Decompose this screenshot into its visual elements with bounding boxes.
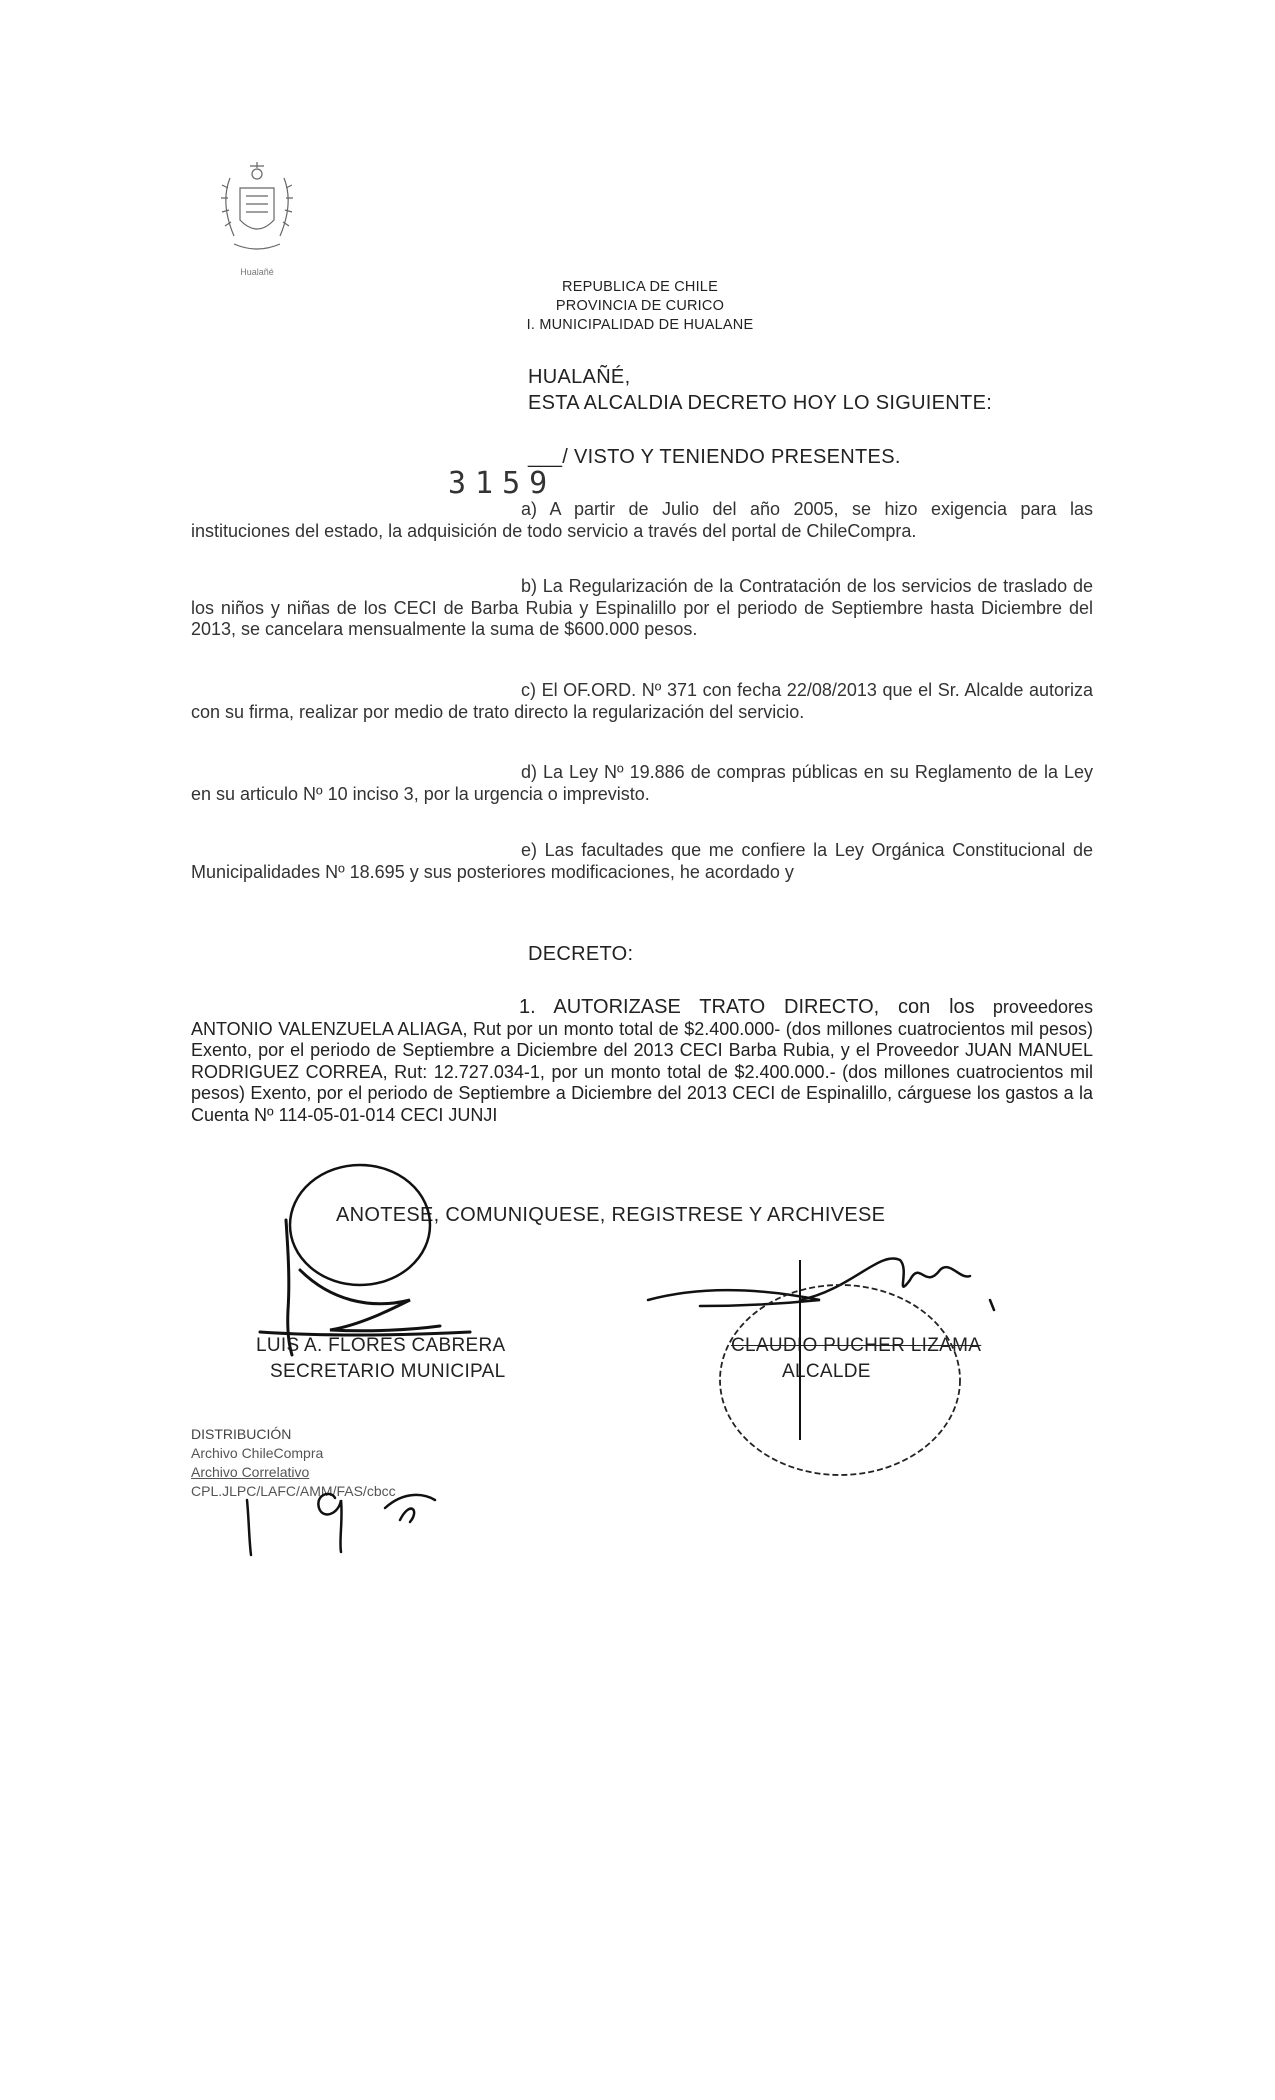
place: HUALAÑÉ, — [528, 366, 631, 388]
municipal-crest — [212, 158, 302, 278]
distribution-heading: DISTRIBUCIÓN — [191, 1426, 292, 1442]
considerando-d: d) La Ley Nº 19.886 de compras públicas en su Reglamento de la Ley en su articulo Nº 10 inciso 3, por la urgencia o imprevisto. — [191, 762, 1093, 804]
resolution-1: 1. AUTORIZASE TRATO DIRECTO, con los proveedores ANTONIO VALENZUELA ALIAGA, Rut por un monto total de $2.400.000- (dos millones cuatrocientos mil pesos) Exento, por el periodo de Septiembre a Diciembre del 2013 CECI Barba Rubia, y el Proveedor JUAN MANUEL RODRIGUEZ CORREA, Rut: 12.727.034-1, por un monto total de $2.400.000.- (dos millones cuatrocientos mil pesos) Exento, por el periodo de Septiembre a Diciembre del 2013 CECI de Espinalillo, cárguese los gastos a la Cuenta Nº 114-05-01-014 CECI JUNJI — [191, 996, 1093, 1125]
considerando-b: b) La Regularización de la Contratación de los servicios de traslado de los niños y niñas de los CECI de Barba Rubia y Espinalillo por el periodo de Septiembre hasta Diciembre del 2013, se cancelara mensualmente la suma de $600.000 pesos. — [191, 576, 1093, 639]
decreto-heading: DECRETO: — [528, 943, 634, 965]
considerando-a: a) A partir de Julio del año 2005, se hizo exigencia para las instituciones del estado, la adquisición de todo servicio a través del portal de ChileCompra. — [191, 499, 1093, 541]
mayor-title: ALCALDE — [782, 1361, 871, 1382]
letterhead-line-2: PROVINCIA DE CURICO — [555, 298, 725, 314]
decree-number: 3159 — [448, 466, 557, 501]
visto-heading: ___/ VISTO Y TENIENDO PRESENTES. — [528, 446, 901, 468]
initials-scribble — [235, 1470, 465, 1560]
considerando-c: c) El OF.ORD. Nº 371 con fecha 22/08/2013 que el Sr. Alcalde autoriza con su firma, realizar por medio de trato directo la regularización del servicio. — [191, 680, 1094, 722]
mayor-name: CLAUDIO PUCHER LIZAMA — [731, 1335, 982, 1356]
distribution-item: Archivo ChileCompra — [191, 1445, 324, 1461]
crest-caption: Hualañé — [240, 267, 274, 277]
considerando-e: e) Las facultades que me confiere la Ley Orgánica Constitucional de Municipalidades Nº 18.695 y sus posteriores modificaciones, he acordado y — [191, 840, 1093, 882]
closing-formula: ANOTESE, COMUNIQUESE, REGISTRESE Y ARCHIVESE — [336, 1204, 886, 1226]
secretary-name: LUIS A. FLORES CABRERA — [256, 1335, 506, 1356]
decree-intro: ESTA ALCALDIA DECRETO HOY LO SIGUIENTE: — [528, 392, 993, 414]
secretary-title: SECRETARIO MUNICIPAL — [270, 1361, 506, 1382]
distribution-item: Archivo Correlativo — [191, 1464, 310, 1480]
distribution-item: CPL.JLPC/LAFC/AMM/FAS/cbcc — [191, 1483, 396, 1499]
crest-icon — [212, 158, 302, 266]
letterhead-line-3: I. MUNICIPALIDAD DE HUALANE — [526, 317, 754, 333]
secretary-signature — [240, 1160, 540, 1360]
letterhead-line-1: REPUBLICA DE CHILE — [562, 279, 718, 295]
mayor-signature — [640, 1230, 1060, 1470]
